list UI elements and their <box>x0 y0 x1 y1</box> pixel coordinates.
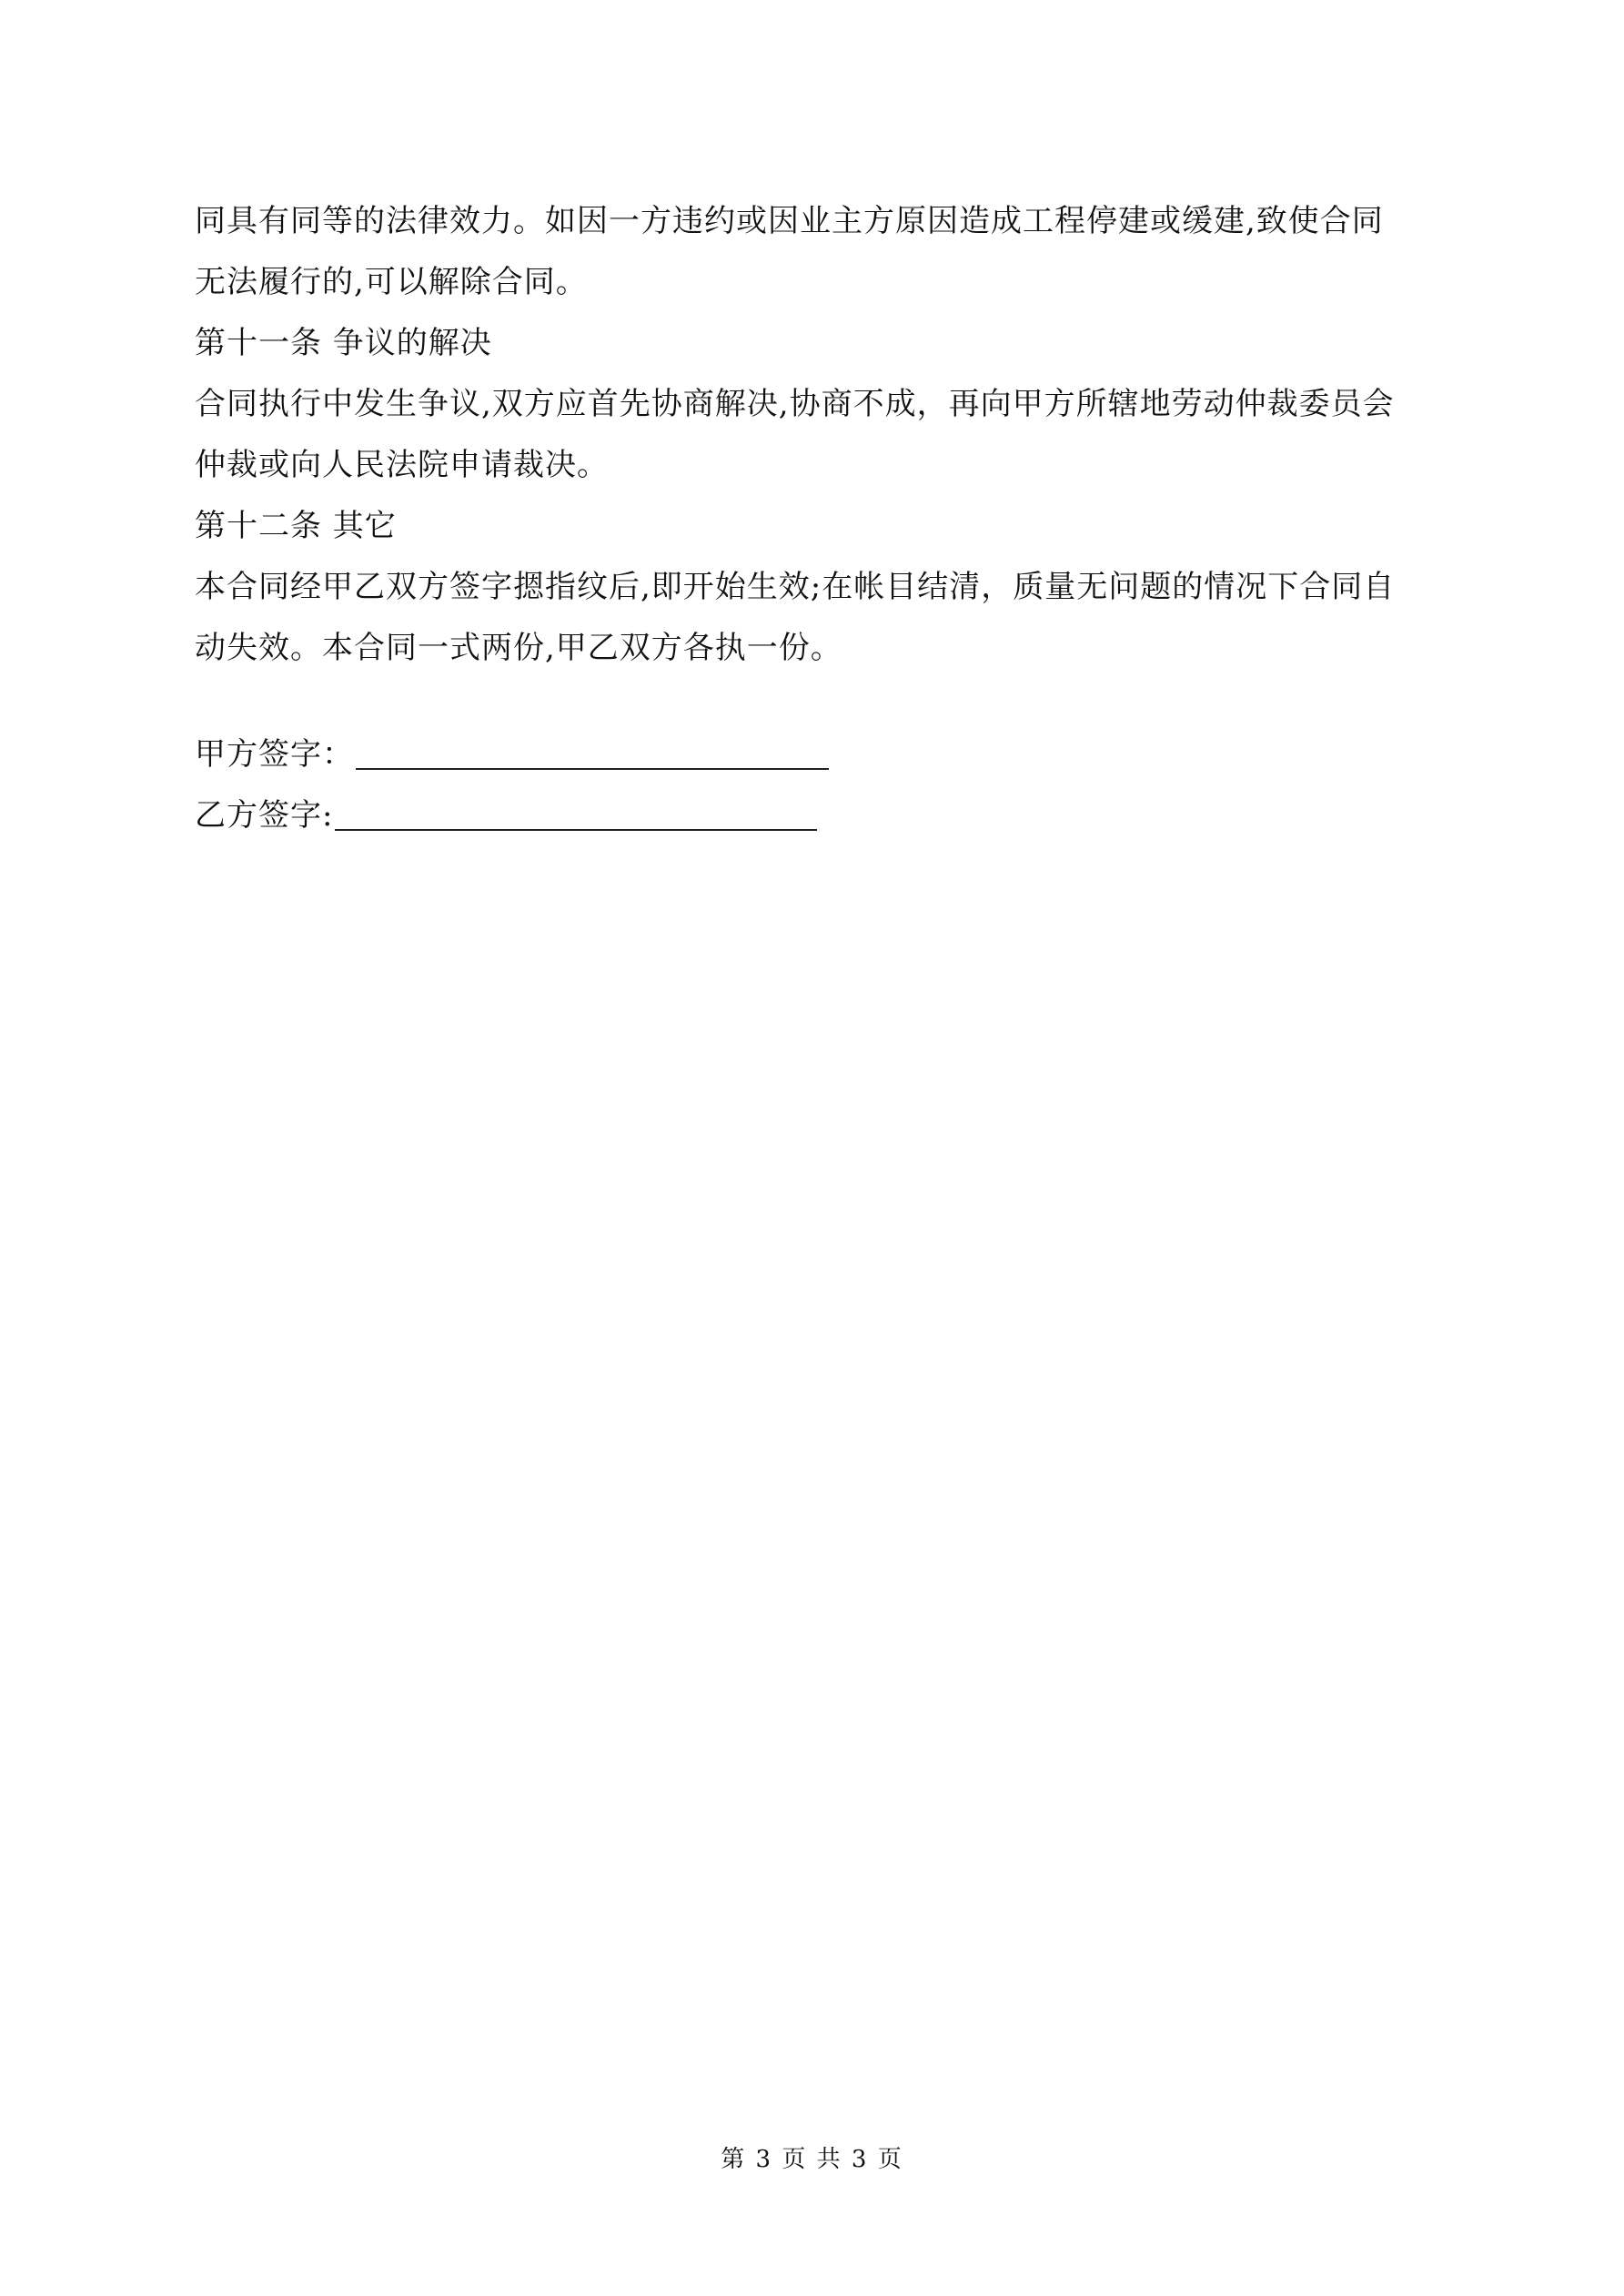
party-a-signature-label: 甲方签字： <box>195 736 354 773</box>
paragraph-line: 无法履行的,可以解除合同。 <box>195 264 588 300</box>
party-b-signature-line <box>335 802 817 831</box>
paragraph-line: 合同执行中发生争议,双方应首先协商解决,协商不成，再向甲方所辖地劳动仲裁委员会 <box>195 386 1395 422</box>
section-spacer <box>195 679 1441 724</box>
party-b-signature-row <box>195 785 1441 846</box>
paragraph-line: 动失效。本合同一式两份,甲乙双方各执一份。 <box>195 630 842 666</box>
page-footer <box>0 2140 1624 2174</box>
party-a-signature-row <box>195 724 1441 785</box>
document-body <box>195 191 1441 846</box>
paragraph-line: 同具有同等的法律效力。如因一方违约或因业主方原因造成工程停建或缓建,致使合同 <box>195 203 1384 239</box>
paragraph-line: 仲裁或向人民法院申请裁决。 <box>195 447 609 483</box>
party-a-signature-line <box>356 741 829 770</box>
party-b-signature-label: 乙方签字: <box>195 797 334 834</box>
paragraph-line: 本合同经甲乙双方签字摁指纹后,即开始生效;在帐目结清，质量无问题的情况下合同自 <box>195 569 1396 605</box>
article-heading-12: 第十二条 其它 <box>195 508 397 544</box>
page-number: 第 3 页 共 3 页 <box>721 2146 903 2173</box>
article-heading-11: 第十一条 争议的解决 <box>195 325 492 361</box>
